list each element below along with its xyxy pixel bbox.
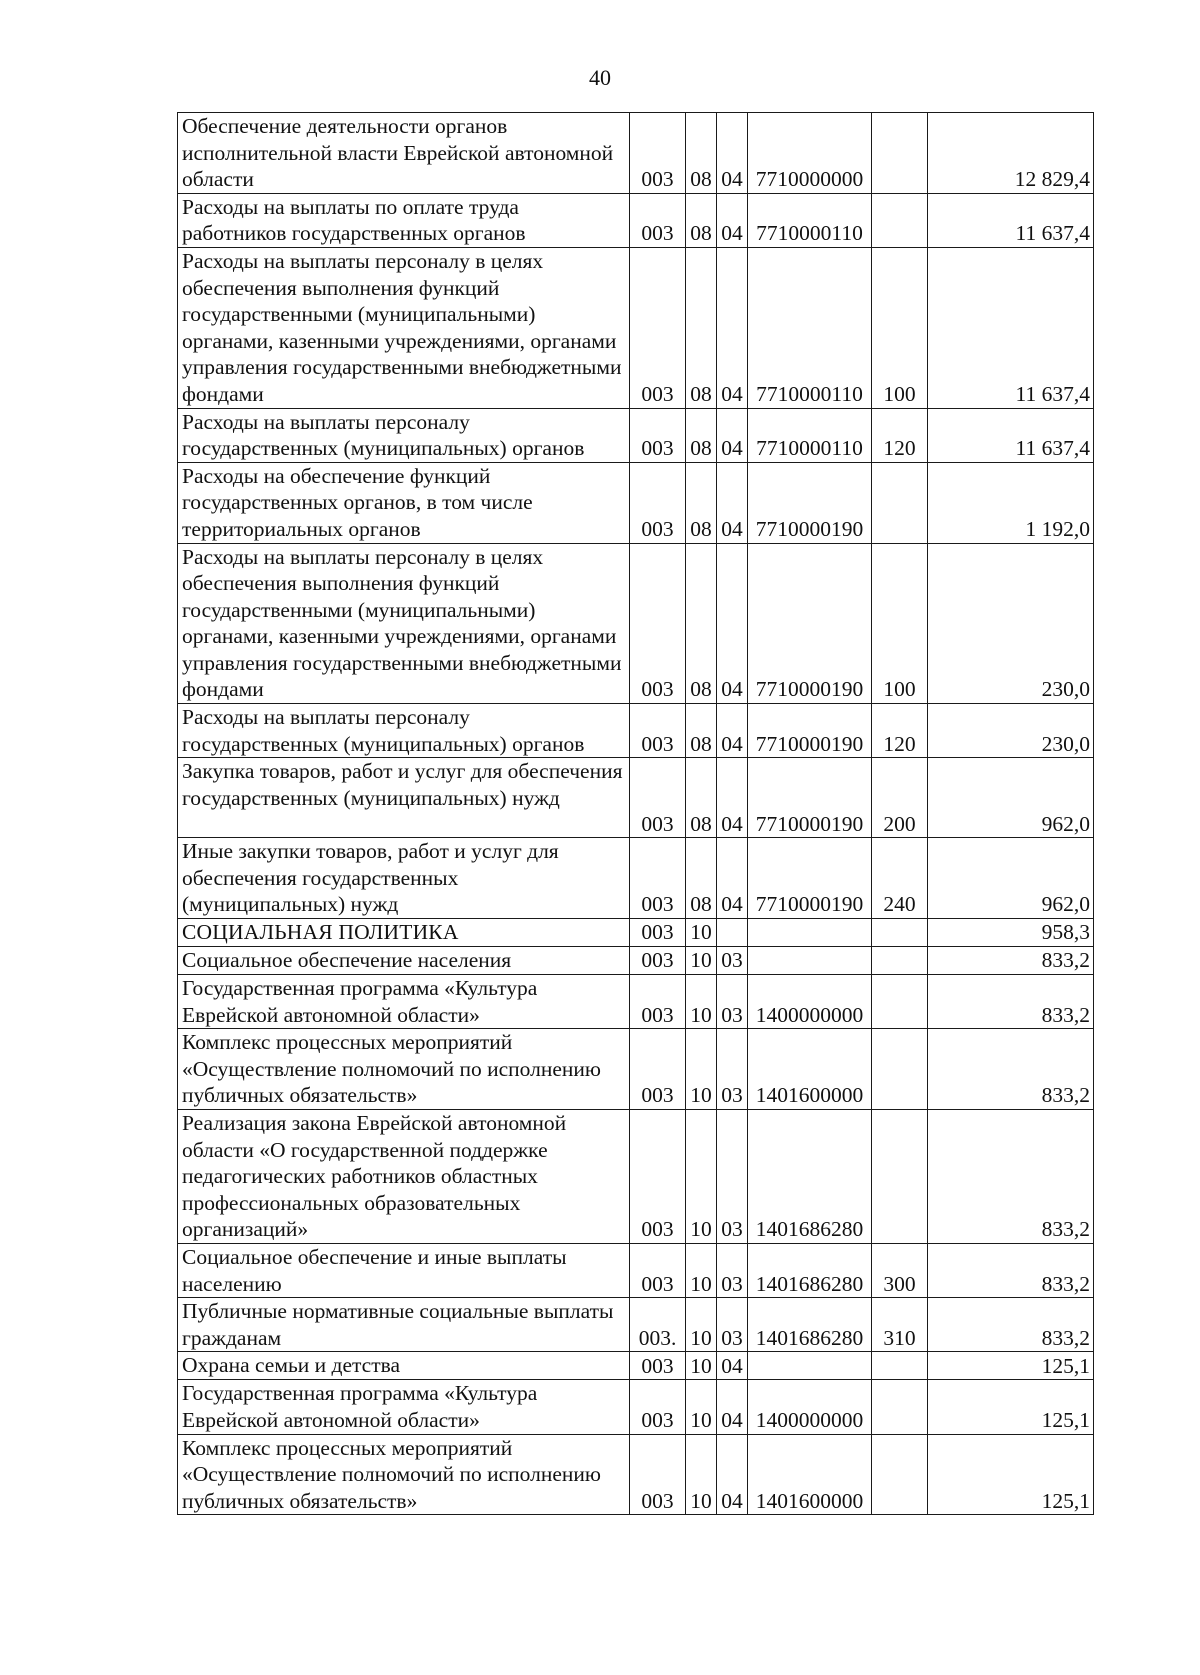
row-name: Социальное обеспечение населения [178, 947, 630, 975]
row-name: СОЦИАЛЬНАЯ ПОЛИТИКА [178, 919, 630, 947]
row-subsection: 03 [717, 947, 748, 975]
row-name: Расходы на выплаты персоналу в целях обеспечения выполнения функций государственными (муниципальными) органами, казенными учреждениями, органами управления государственными внебюджетными фондами [178, 543, 630, 704]
row-subsection: 04 [717, 462, 748, 543]
page-number: 40 [589, 65, 611, 90]
table-row [178, 247, 1094, 408]
table-row [178, 1380, 1094, 1434]
row-subsection: 04 [717, 1352, 748, 1380]
table-row [178, 919, 1094, 947]
row-expense-type: 240 [872, 838, 928, 919]
row-target-article: 1400000000 [748, 1380, 872, 1434]
row-subsection: 04 [717, 758, 748, 838]
row-subsection: 04 [717, 247, 748, 408]
row-expense-type: 100 [872, 247, 928, 408]
row-grbs: 003 [630, 1244, 686, 1298]
row-sum: 833,2 [928, 1029, 1094, 1110]
row-sum: 833,2 [928, 975, 1094, 1029]
row-section: 08 [686, 113, 717, 194]
row-target-article: 1401686280 [748, 1110, 872, 1244]
row-expense-type: 100 [872, 543, 928, 704]
row-target-article: 7710000110 [748, 193, 872, 247]
row-section: 08 [686, 247, 717, 408]
row-sum: 11 637,4 [928, 193, 1094, 247]
row-sum: 833,2 [928, 1110, 1094, 1244]
row-sum: 125,1 [928, 1352, 1094, 1380]
table-row [178, 1298, 1094, 1352]
row-grbs: 003 [630, 838, 686, 919]
table-row [178, 1029, 1094, 1110]
row-subsection: 04 [717, 704, 748, 758]
row-expense-type [872, 1110, 928, 1244]
row-grbs: 003 [630, 408, 686, 462]
row-section: 08 [686, 704, 717, 758]
row-grbs: 003 [630, 758, 686, 838]
row-name: Закупка товаров, работ и услуг для обеспечения государственных (муниципальных) нужд [178, 758, 630, 838]
table-row [178, 408, 1094, 462]
row-target-article: 7710000190 [748, 462, 872, 543]
row-name: Иные закупки товаров, работ и услуг для обеспечения государственных (муниципальных) нужд [178, 838, 630, 919]
row-target-article: 7710000190 [748, 838, 872, 919]
row-section: 10 [686, 1352, 717, 1380]
row-target-article: 1401686280 [748, 1298, 872, 1352]
table-row [178, 113, 1094, 194]
row-name: Расходы на выплаты персоналу государственных (муниципальных) органов [178, 704, 630, 758]
row-name: Государственная программа «Культура Еврейской автономной области» [178, 975, 630, 1029]
row-expense-type: 300 [872, 1244, 928, 1298]
row-sum: 833,2 [928, 947, 1094, 975]
row-grbs: 003 [630, 1380, 686, 1434]
row-name: Расходы на обеспечение функций государственных органов, в том числе территориальных органов [178, 462, 630, 543]
row-subsection: 03 [717, 975, 748, 1029]
table-row [178, 1352, 1094, 1380]
row-expense-type: 120 [872, 704, 928, 758]
row-grbs: 003 [630, 113, 686, 194]
row-name: Социальное обеспечение и иные выплаты населению [178, 1244, 630, 1298]
row-name: Комплекс процессных мероприятий «Осуществление полномочий по исполнению публичных обязательств» [178, 1434, 630, 1515]
row-expense-type [872, 1029, 928, 1110]
row-section: 10 [686, 1110, 717, 1244]
row-subsection: 03 [717, 1029, 748, 1110]
row-expense-type [872, 462, 928, 543]
row-grbs: 003 [630, 975, 686, 1029]
row-subsection: 03 [717, 1110, 748, 1244]
row-grbs: 003 [630, 1029, 686, 1110]
row-section: 08 [686, 838, 717, 919]
row-section: 08 [686, 543, 717, 704]
row-name: Комплекс процессных мероприятий «Осуществление полномочий по исполнению публичных обязательств» [178, 1029, 630, 1110]
row-grbs: 003 [630, 1352, 686, 1380]
row-grbs: 003 [630, 1110, 686, 1244]
row-expense-type: 200 [872, 758, 928, 838]
row-sum: 833,2 [928, 1244, 1094, 1298]
row-grbs: 003 [630, 193, 686, 247]
row-sum: 125,1 [928, 1434, 1094, 1515]
table-row [178, 462, 1094, 543]
row-expense-type: 310 [872, 1298, 928, 1352]
row-grbs: 003 [630, 947, 686, 975]
row-expense-type [872, 113, 928, 194]
row-target-article: 7710000110 [748, 408, 872, 462]
row-grbs: 003. [630, 1298, 686, 1352]
row-subsection: 04 [717, 113, 748, 194]
table-row [178, 1434, 1094, 1515]
row-expense-type [872, 947, 928, 975]
row-name: Публичные нормативные социальные выплаты гражданам [178, 1298, 630, 1352]
row-section: 10 [686, 1029, 717, 1110]
row-sum: 12 829,4 [928, 113, 1094, 194]
row-name: Обеспечение деятельности органов исполнительной власти Еврейской автономной области [178, 113, 630, 194]
row-sum: 962,0 [928, 838, 1094, 919]
row-subsection: 03 [717, 1298, 748, 1352]
row-target-article: 7710000190 [748, 543, 872, 704]
row-target-article: 1401600000 [748, 1434, 872, 1515]
row-name: Расходы на выплаты персоналу государственных (муниципальных) органов [178, 408, 630, 462]
row-section: 10 [686, 919, 717, 947]
row-section: 08 [686, 193, 717, 247]
table-row [178, 1244, 1094, 1298]
row-target-article [748, 919, 872, 947]
table-row [178, 838, 1094, 919]
row-grbs: 003 [630, 704, 686, 758]
row-subsection: 04 [717, 838, 748, 919]
row-section: 08 [686, 462, 717, 543]
row-sum: 125,1 [928, 1380, 1094, 1434]
row-expense-type [872, 1352, 928, 1380]
table-row [178, 704, 1094, 758]
row-sum: 230,0 [928, 704, 1094, 758]
row-target-article: 1400000000 [748, 975, 872, 1029]
row-target-article: 1401600000 [748, 1029, 872, 1110]
row-section: 10 [686, 1298, 717, 1352]
row-grbs: 003 [630, 247, 686, 408]
row-section: 10 [686, 1380, 717, 1434]
row-subsection [717, 919, 748, 947]
row-grbs: 003 [630, 543, 686, 704]
row-name: Государственная программа «Культура Еврейской автономной области» [178, 1380, 630, 1434]
row-section: 10 [686, 975, 717, 1029]
row-name: Реализация закона Еврейской автономной области «О государственной поддержке педагогических работников областных профессиональных образовательных организаций» [178, 1110, 630, 1244]
row-sum: 11 637,4 [928, 408, 1094, 462]
table-row [178, 975, 1094, 1029]
row-sum: 962,0 [928, 758, 1094, 838]
row-target-article [748, 1352, 872, 1380]
row-target-article: 1401686280 [748, 1244, 872, 1298]
row-name: Охрана семьи и детства [178, 1352, 630, 1380]
table-row [178, 543, 1094, 704]
budget-table [177, 112, 1094, 1515]
row-subsection: 04 [717, 1434, 748, 1515]
row-target-article: 7710000190 [748, 758, 872, 838]
row-expense-type: 120 [872, 408, 928, 462]
row-section: 08 [686, 408, 717, 462]
row-section: 10 [686, 1434, 717, 1515]
row-subsection: 04 [717, 408, 748, 462]
row-sum: 958,3 [928, 919, 1094, 947]
row-expense-type [872, 919, 928, 947]
row-expense-type [872, 1434, 928, 1515]
row-target-article [748, 947, 872, 975]
row-expense-type [872, 975, 928, 1029]
row-sum: 11 637,4 [928, 247, 1094, 408]
row-grbs: 003 [630, 919, 686, 947]
row-subsection: 04 [717, 543, 748, 704]
row-expense-type [872, 193, 928, 247]
row-target-article: 7710000000 [748, 113, 872, 194]
row-section: 10 [686, 947, 717, 975]
row-name: Расходы на выплаты персоналу в целях обеспечения выполнения функций государственными (муниципальными) органами, казенными учреждениями, органами управления государственными внебюджетными фондами [178, 247, 630, 408]
row-grbs: 003 [630, 1434, 686, 1515]
row-sum: 833,2 [928, 1298, 1094, 1352]
row-grbs: 003 [630, 462, 686, 543]
row-subsection: 04 [717, 1380, 748, 1434]
table-row [178, 947, 1094, 975]
table-row [178, 1110, 1094, 1244]
row-name: Расходы на выплаты по оплате труда работников государственных органов [178, 193, 630, 247]
row-section: 08 [686, 758, 717, 838]
row-sum: 1 192,0 [928, 462, 1094, 543]
table-row [178, 758, 1094, 838]
table-row [178, 193, 1094, 247]
row-target-article: 7710000190 [748, 704, 872, 758]
row-target-article: 7710000110 [748, 247, 872, 408]
row-subsection: 03 [717, 1244, 748, 1298]
row-sum: 230,0 [928, 543, 1094, 704]
row-expense-type [872, 1380, 928, 1434]
row-section: 10 [686, 1244, 717, 1298]
row-subsection: 04 [717, 193, 748, 247]
